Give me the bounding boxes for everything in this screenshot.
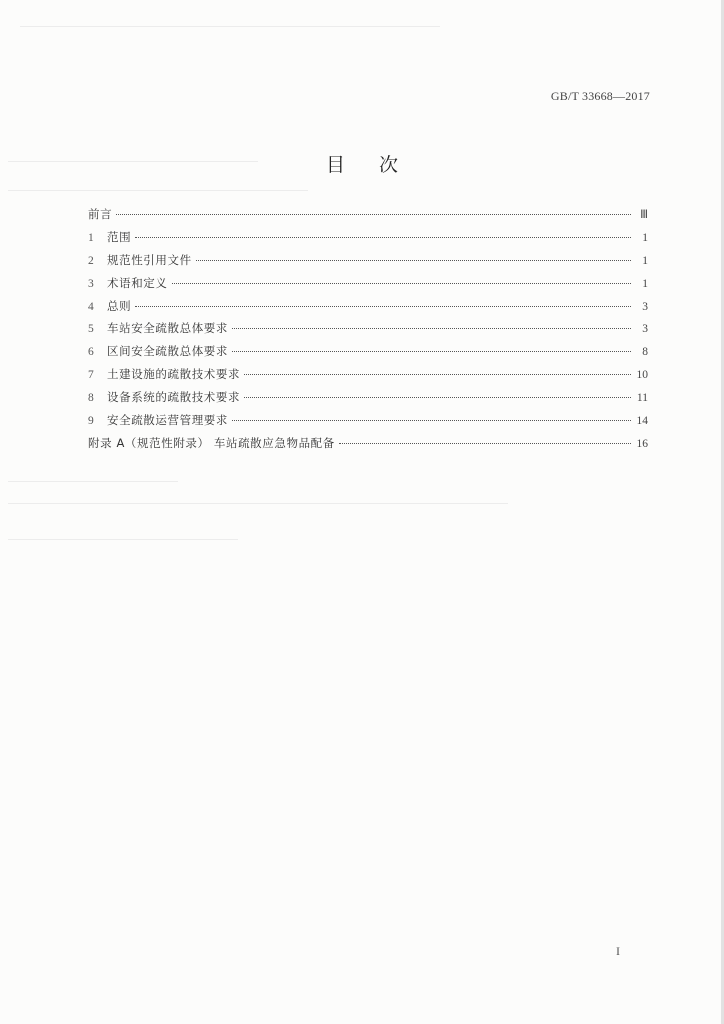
toc-entry-page: 10 [636, 369, 648, 382]
toc-entry[interactable] [88, 389, 648, 412]
standard-code: GB/T 33668—2017 [550, 89, 650, 103]
toc-entry[interactable] [88, 343, 648, 366]
toc-entry[interactable] [88, 229, 648, 252]
toc-entry[interactable] [88, 298, 648, 321]
scan-artifact [8, 539, 238, 540]
toc-dot-leader [135, 237, 631, 238]
toc-entry-number: 6 [88, 346, 94, 359]
toc-dot-leader [135, 306, 631, 307]
toc-dot-leader [232, 351, 631, 352]
toc-entry-label: 区间安全疏散总体要求 [107, 344, 228, 359]
toc-entry[interactable] [88, 366, 648, 389]
toc-dot-leader [339, 443, 631, 444]
toc-dot-leader [244, 374, 631, 375]
toc-entry[interactable] [88, 206, 648, 229]
toc-entry[interactable] [88, 412, 648, 435]
toc-entry-page: 8 [642, 346, 648, 359]
toc-entry-label: 范围 [107, 229, 132, 244]
toc-entry-number: 7 [88, 369, 94, 382]
toc-dot-leader [244, 397, 631, 398]
toc-entry-number: 2 [88, 254, 94, 267]
toc-entry-label: 安全疏散运营管理要求 [107, 413, 228, 428]
toc-entry[interactable] [88, 252, 648, 275]
toc-entry-label: 土建设施的疏散技术要求 [107, 367, 241, 382]
scan-artifact [8, 190, 308, 191]
toc-dot-leader [232, 420, 631, 421]
toc-entry[interactable] [88, 275, 648, 298]
toc-entry-label: 附录 A（规范性附录） 车站疏散应急物品配备 [88, 435, 335, 450]
toc-entry-number: 1 [88, 231, 94, 244]
toc-dot-leader [116, 214, 631, 215]
toc-entry-number: 4 [88, 300, 94, 313]
toc-entry-number: 5 [88, 323, 94, 336]
toc-entry-page: Ⅲ [640, 209, 648, 221]
scan-artifact [8, 481, 178, 482]
toc-entry-page: 3 [642, 323, 648, 336]
toc-entry-page: 16 [636, 437, 648, 450]
toc-entry-number: 9 [88, 415, 94, 428]
page-title: 目次 [325, 154, 432, 176]
toc-entry-label: 规范性引用文件 [107, 252, 192, 267]
toc-entry-page: 1 [642, 277, 648, 290]
toc-entry-page: 1 [642, 254, 648, 267]
toc-entry-page: 11 [636, 392, 648, 405]
toc-dot-leader [232, 328, 631, 329]
toc-dot-leader [172, 283, 632, 284]
toc-entry[interactable] [88, 320, 648, 343]
toc-dot-leader [196, 260, 631, 261]
toc-entry-label: 总则 [107, 298, 132, 313]
toc-entry-number: 3 [88, 277, 94, 290]
toc-entry-page: 1 [642, 231, 648, 244]
toc-entry-number: 8 [88, 392, 94, 405]
toc-entry-label: 车站安全疏散总体要求 [107, 321, 228, 336]
table-of-contents [88, 206, 648, 458]
scan-artifact [20, 26, 440, 27]
toc-entry-page: 14 [636, 415, 648, 428]
toc-entry-page: 3 [642, 300, 648, 313]
toc-entry[interactable] [88, 435, 648, 458]
toc-entry-label: 前言 [88, 207, 113, 221]
page-number: I [616, 944, 620, 958]
toc-entry-label: 设备系统的疏散技术要求 [107, 390, 241, 405]
scan-artifact [8, 503, 508, 504]
toc-entry-label: 术语和定义 [107, 275, 168, 290]
